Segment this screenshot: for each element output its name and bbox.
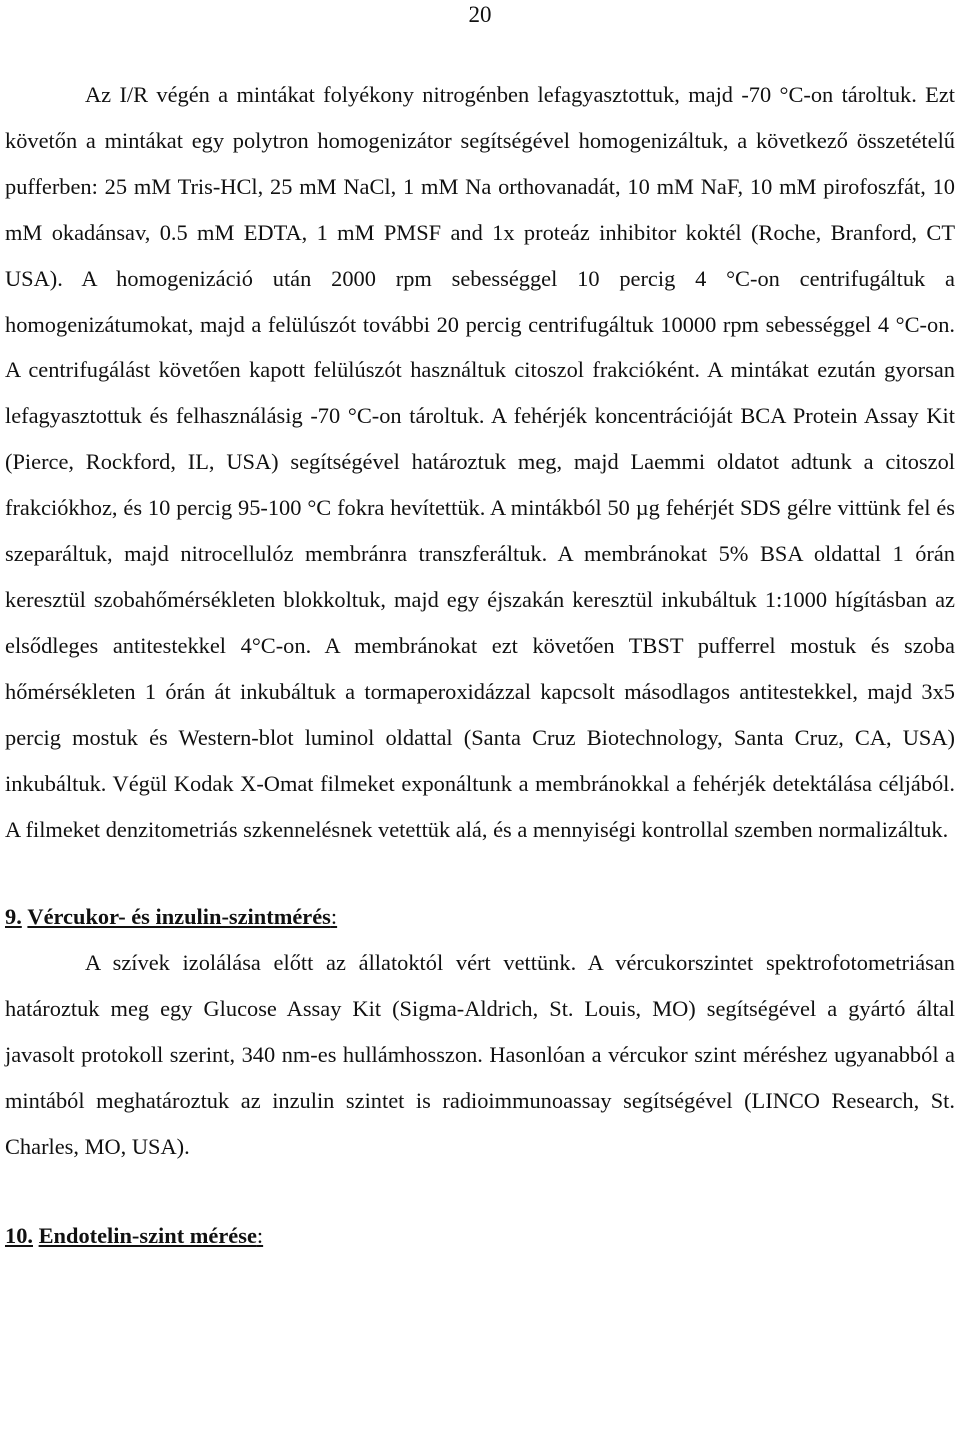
section-heading-9 xyxy=(5,894,955,940)
paragraph-blood-glucose-insulin: A szívek izolálása előtt az állatoktól vért vettünk. A vércukorszintet spektrofotometriásan határoztuk meg egy Glucose Assay Kit (Sigma-Aldrich, St. Louis, MO) segítségével a gyártó által javasolt protokoll szerint, 340 nm-es hullámhosszon. Hasonlóan a vércukor szint méréshez ugyanabból a mintából meghatároztuk az inzulin szintet is radioimmunoassay segítségével (LINCO Research, St. Charles, MO, USA). xyxy=(5,950,955,1159)
section-number: 10. xyxy=(5,1222,33,1248)
section-number: 9. xyxy=(5,904,22,930)
section-colon: : xyxy=(256,1222,264,1248)
section-title: Endotelin-szint mérése xyxy=(38,1222,257,1248)
page-number: 20 xyxy=(468,2,492,27)
section-heading-10 xyxy=(5,1213,955,1259)
section-title: Vércukor- és inzulin-szintmérés xyxy=(27,904,331,930)
paragraph-spacer xyxy=(5,852,955,894)
paragraph-spacer xyxy=(5,1170,955,1213)
document-body xyxy=(5,72,955,1259)
paragraph-western-blot-method: Az I/R végén a mintákat folyékony nitrogénben lefagyasztottuk, majd -70 °C-on tároltuk. Ezt követőn a mintákat egy polytron homogenizátor segítségével homogenizáltuk, a következő összetételű pufferben: 25 mM Tris-HCl, 25 mM NaCl, 1 mM Na orthovanadát, 10 mM NaF, 10 mM pirofoszfát, 10 mM okadánsav, 0.5 mM EDTA, 1 mM PMSF and 1x proteáz inhibitor koktél (Roche, Branford, CT USA). A homogenizáció után 2000 rpm sebességgel 10 percig 4 °C-on centrifugáltuk a homogenizátumokat, majd a felülúszót további 20 percig centrifugáltuk 10000 rpm sebességgel 4 °C-on. A centrifugálást követően kapott felülúszót használtuk citoszol frakcióként. A mintákat ezután gyorsan lefagyasztottuk és felhasználásig -70 °C-on tároltuk. A fehérjék koncentrációját BCA Protein Assay Kit (Pierce, Rockford, IL, USA) segítségével határoztuk meg, majd Laemmi oldatot adtunk a citoszol frakciókhoz, és 10 percig 95-100 °C fokra hevítettük. A mintákból 50 µg fehérjét SDS gélre vittünk fel és szeparáltuk, majd nitrocellulóz membránra transzferáltuk. A membránokat 5% BSA oldattal 1 órán keresztül szobahőmérsékleten blokkoltuk, majd egy éjszakán keresztül inkubáltuk 1:1000 hígításban az elsődleges antitestekkel 4°C-on. A membránokat ezt követően TBST pufferrel mostuk és szoba hőmérsékleten 1 órán át inkubáltuk a tormaperoxidázzal kapcsolt másodlagos antitestekkel, majd 3x5 percig mostuk és Western-blot luminol oldattal (Santa Cruz Biotechnology, Santa Cruz, CA, USA) inkubáltuk. Végül Kodak X-Omat filmeket exponáltunk a membránokkal a fehérjék detektálása céljából. A filmeket denzitometriás szkennelésnek vetettük alá, és a mennyiségi kontrollal szemben normalizáltuk. xyxy=(5,82,955,842)
section-colon: : xyxy=(330,904,338,930)
